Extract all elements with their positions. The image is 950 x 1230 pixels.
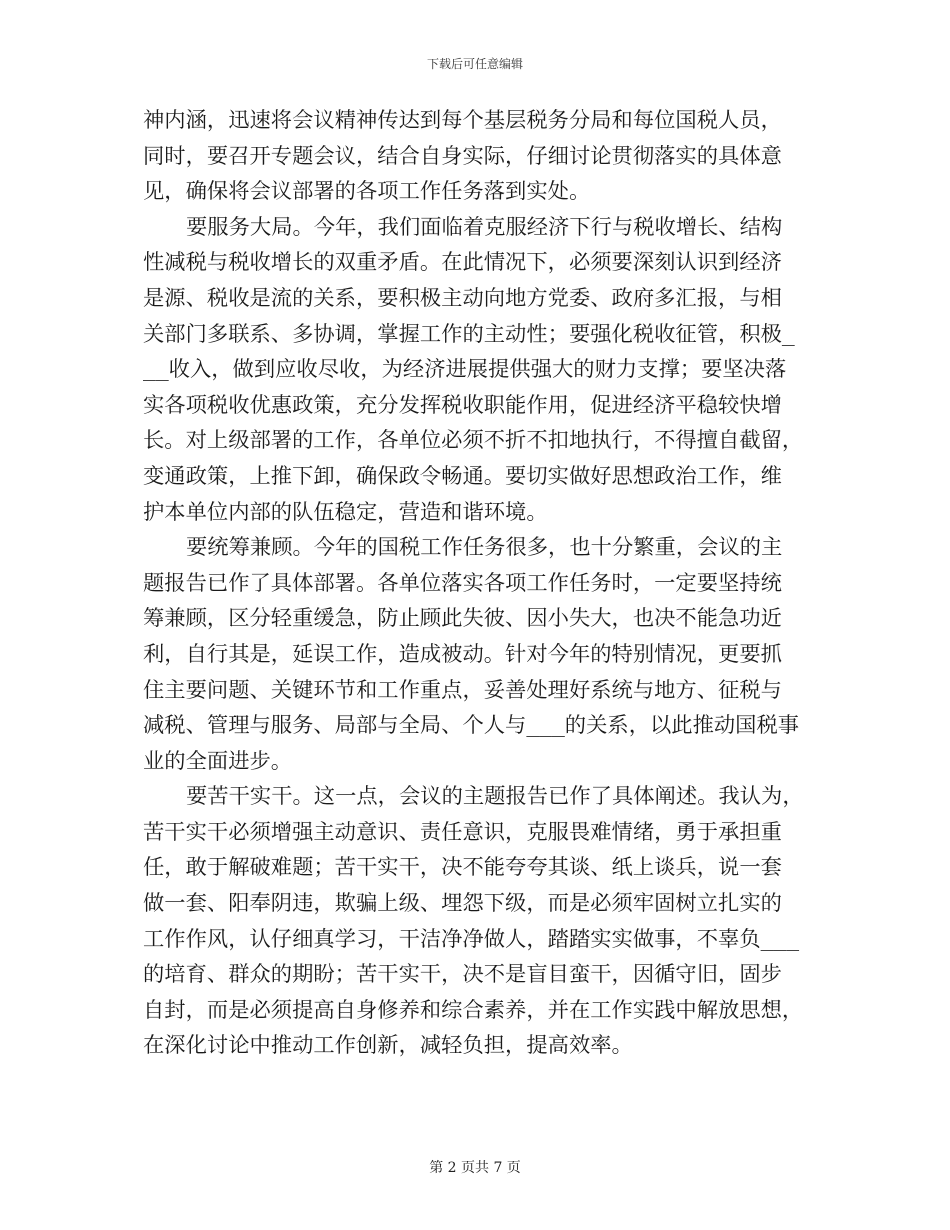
- text-line: 实各项税收优惠政策，充分发挥税收职能作用，促进经济平稳较快增: [143, 392, 782, 418]
- text-line: 关部门多联系、多协调，掌握工作的主动性；要强化税收征管，积极_: [143, 321, 795, 347]
- text-line: 减税、管理与服务、局部与全局、个人与___的关系，以此推动国税事: [143, 713, 800, 739]
- document-body: [143, 103, 813, 1064]
- page-number: 第 2 页共 7 页: [429, 1160, 521, 1176]
- text-line: 是源、税收是流的关系，要积极主动向地方党委、政府多汇报，与相: [143, 285, 782, 311]
- text-line: 任，敢于解破难题；苦干实干，决不能夸夸其谈、纸上谈兵，说一套: [143, 855, 782, 881]
- text-line: 的培育、群众的期盼；苦干实干，决不是盲目蛮干，因循守旧，固步: [143, 962, 782, 988]
- text-line: 长。对上级部署的工作，各单位必须不折不扣地执行，不得擅自截留，: [143, 428, 804, 454]
- text-line: 筹兼顾，区分轻重缓急，防止顾此失彼、因小失大，也决不能急功近: [143, 606, 782, 632]
- text-line: 在深化讨论中推动工作创新，减轻负担，提高效率。: [143, 1033, 633, 1059]
- text-line: 神内涵，迅速将会议精神传达到每个基层税务分局和每位国税人员，: [143, 108, 782, 133]
- text-line: __收入，做到应收尽收，为经济进展提供强大的财力支撑；要坚决落: [143, 357, 787, 383]
- text-line: 性减税与税收增长的双重矛盾。在此情况下，必须要深刻认识到经济: [143, 250, 782, 276]
- paragraph-start-line: 要服务大局。今年，我们面临着克服经济下行与税收增长、结构: [186, 214, 783, 240]
- text-line: 见，确保将会议部署的各项工作任务落到实处。: [143, 179, 591, 205]
- text-line: 变通政策，上推下卸，确保政令畅通。要切实做好思想政治工作，维: [143, 463, 782, 489]
- page-header: 下载后可任意编辑: [426, 57, 523, 71]
- text-line: 护本单位内部的队伍稳定，营造和谐环境。: [143, 499, 548, 525]
- text-line: 做一套、阳奉阴违，欺骗上级、埋怨下级，而是必须牢固树立扎实的: [143, 891, 782, 917]
- paragraph-start-line: 要统筹兼顾。今年的国税工作任务很多，也十分繁重，会议的主: [186, 535, 783, 561]
- text-line: 工作作风，认仔细真学习，干洁净净做人，踏踏实实做事，不辜负___: [143, 926, 800, 952]
- text-line: 住主要问题、关键环节和工作重点，妥善处理好系统与地方、征税与: [143, 677, 782, 703]
- text-line: 自封，而是必须提高自身修养和综合素养，并在工作实践中解放思想，: [143, 997, 804, 1023]
- text-line: 苦干实干必须增强主动意识、责任意识，克服畏难情绪，勇于承担重: [143, 819, 782, 845]
- text-line: 利，自行其是，延误工作，造成被动。针对今年的特别情况，更要抓: [143, 641, 782, 667]
- text-line: 同时，要召开专题会议，结合自身实际，仔细讨论贯彻落实的具体意: [143, 143, 782, 169]
- paragraph-start-line: 要苦干实干。这一点，会议的主题报告已作了具体阐述。我认为，: [186, 784, 804, 810]
- text-line: 业的全面进步。: [143, 748, 293, 774]
- text-line: 题报告已作了具体部署。各单位落实各项工作任务时，一定要坚持统: [143, 570, 782, 596]
